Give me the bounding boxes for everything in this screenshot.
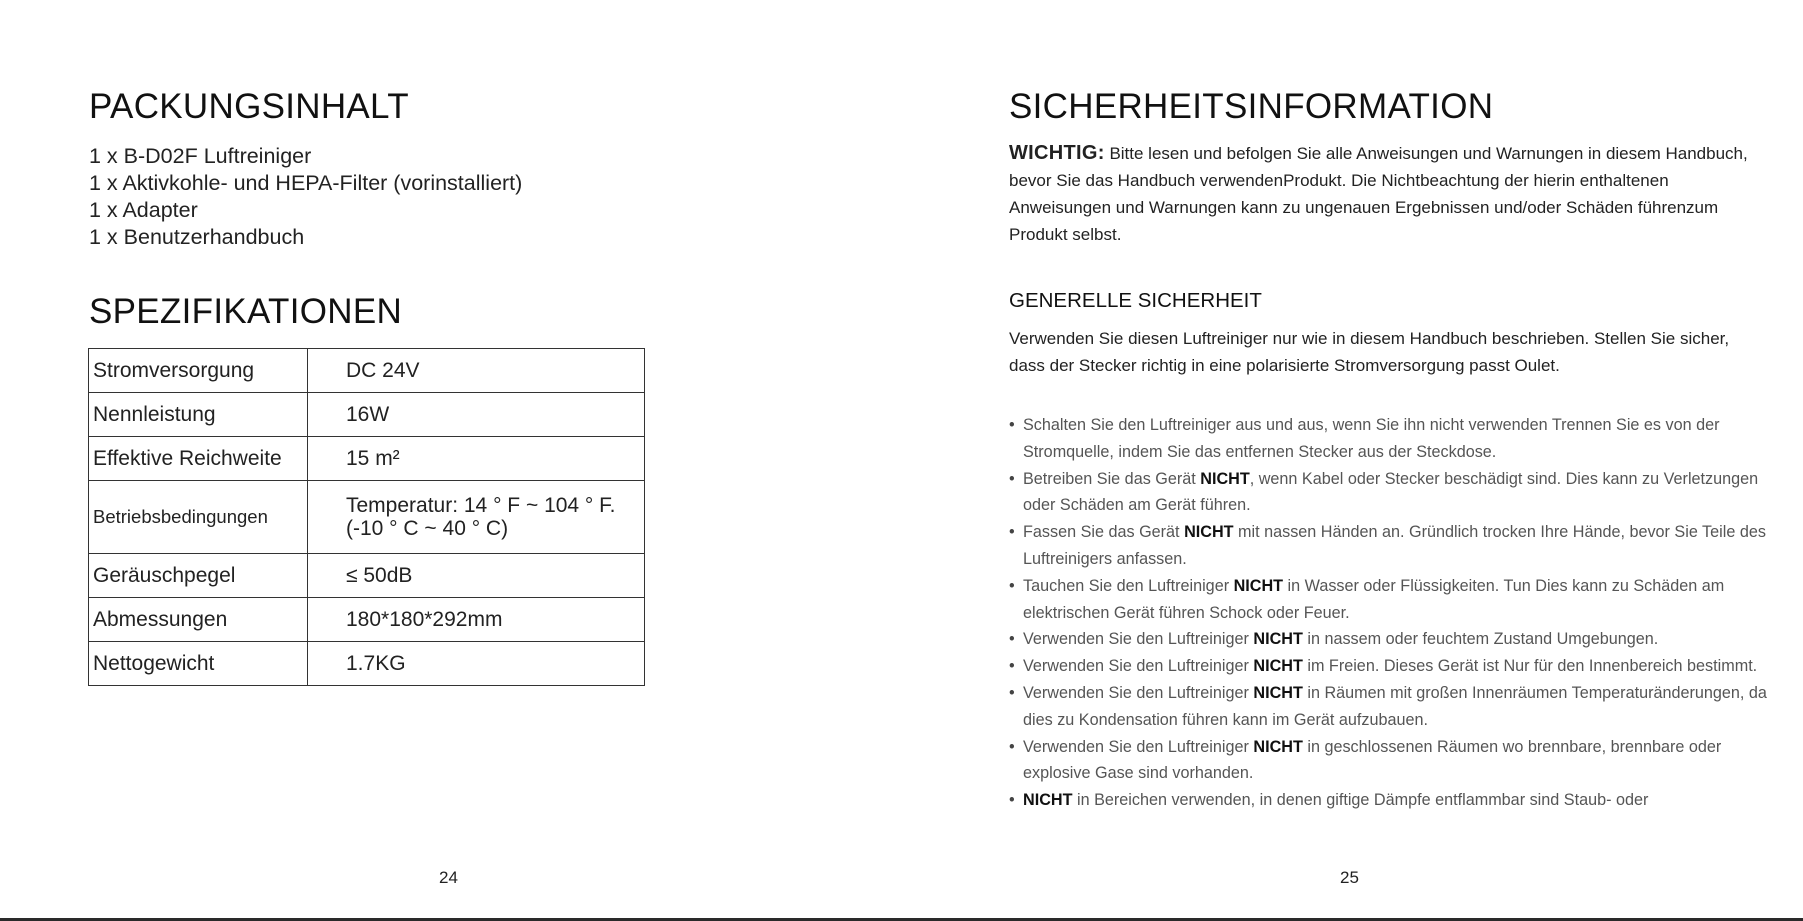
important-text: Bitte lesen und befolgen Sie alle Anweisungen und Warnungen in diesem Handbuch, bevor Sie das Handbuch verwendenProdukt. Die Nichtbeachtung der hierin enthaltenen Anweisungen und Warnungen kann zu ungenauen Ergebnissen und/oder Schäden führenzum Produkt selbst. [1009, 144, 1748, 244]
list-item: • Verwenden Sie den Luftreiniger NICHT in geschlossenen Räumen wo brennbare, brennbare oder explosive Gase sind vorhanden. [1009, 734, 1769, 788]
page-number: 25 [1340, 868, 1359, 887]
safety-instructions-list [1009, 412, 1769, 814]
general-safety-intro: Verwenden Sie diesen Luftreiniger nur wie in diesem Handbuch beschrieben. Stellen Sie sicher, dass der Stecker richtig in eine polarisierte Stromversorgung passt Oulet. [1009, 329, 1730, 375]
list-item: • Tauchen Sie den Luftreiniger NICHT in Wasser oder Flüssigkeiten. Tun Dies kann zu Schäden am elektrischen Gerät führen Schock oder Feuer. [1009, 573, 1769, 627]
list-item: • NICHT in Bereichen verwenden, in denen giftige Dämpfe entflammbar sind Staub- oder [1009, 787, 1769, 814]
right-page [900, 0, 1803, 921]
spec-value: 180*180*292mm [308, 598, 645, 642]
bullet-marker: • [1009, 657, 1015, 676]
spec-value: 1.7KG [308, 642, 645, 686]
bullet-marker: • [1009, 469, 1015, 488]
table-row [89, 393, 645, 437]
package-contents-list [89, 143, 522, 251]
spec-value: 15 m² [308, 437, 645, 481]
list-item: • Verwenden Sie den Luftreiniger NICHT in Räumen mit großen Innenräumen Temperaturänderungen, da dies zu Kondensation führen kann im Gerät aufzubauen. [1009, 680, 1769, 734]
list-item: • Betreiben Sie das Gerät NICHT, wenn Kabel oder Stecker beschädigt sind. Dies kann zu Verletzungen oder Schäden am Gerät führen. [1009, 466, 1769, 520]
list-item: 1 x Aktivkohle- und HEPA-Filter (vorinstalliert) [89, 171, 523, 195]
spec-label: Effektive Reichweite [89, 437, 308, 481]
spec-label: Nennleistung [89, 393, 308, 437]
bullet-marker: • [1009, 523, 1015, 542]
spec-label: Betriebsbedingungen [89, 481, 308, 554]
important-notice [1009, 140, 1769, 248]
list-item: • Verwenden Sie den Luftreiniger NICHT im Freien. Dieses Gerät ist Nur für den Innenbereich bestimmt. [1009, 653, 1769, 680]
spec-value: 16W [308, 393, 645, 437]
table-row [89, 642, 645, 686]
safety-information-title: SICHERHEITSINFORMATION [1009, 87, 1494, 126]
spec-label: Stromversorgung [89, 349, 308, 393]
specifications-table [88, 348, 645, 686]
bullet-marker: • [1009, 737, 1015, 756]
table-row [89, 437, 645, 481]
important-label: WICHTIG: [1009, 142, 1105, 164]
table-row [89, 554, 645, 598]
bullet-marker: • [1009, 683, 1015, 702]
spec-label: Geräuschpegel [89, 554, 308, 598]
table-row [89, 598, 645, 642]
spec-value-line: (-10 ° C ~ 40 ° C) [346, 517, 509, 540]
general-safety-title: GENERELLE SICHERHEIT [1009, 289, 1262, 312]
table-row [89, 349, 645, 393]
list-item: 1 x B-D02F Luftreiniger [89, 144, 312, 168]
list-item: • Verwenden Sie den Luftreiniger NICHT in nassem oder feuchtem Zustand Umgebungen. [1009, 626, 1769, 653]
specifications-title: SPEZIFIKATIONEN [89, 292, 403, 331]
spec-label: Abmessungen [89, 598, 308, 642]
page-number: 24 [439, 868, 458, 887]
spec-label: Nettogewicht [89, 642, 308, 686]
bullet-marker: • [1009, 576, 1015, 595]
package-contents-title: PACKUNGSINHALT [89, 87, 409, 126]
bullet-marker: • [1009, 416, 1015, 434]
list-item: 1 x Adapter [89, 198, 198, 222]
spec-value-line: Temperatur: 14 ° F ~ 104 ° F. [346, 494, 616, 517]
list-item: • Schalten Sie den Luftreiniger aus und aus, wenn Sie ihn nicht verwenden Trennen Sie es von der Stromquelle, indem Sie das entfernen Stecker aus der Steckdose. [1009, 412, 1769, 466]
bullet-marker: • [1009, 630, 1015, 649]
spec-value: DC 24V [308, 349, 645, 393]
spec-value [308, 481, 645, 554]
left-page [0, 0, 900, 921]
bullet-marker: • [1009, 791, 1015, 810]
spec-value: ≤ 50dB [308, 554, 645, 598]
list-item: • Fassen Sie das Gerät NICHT mit nassen Händen an. Gründlich trocken Ihre Hände, bevor Sie Teile des Luftreinigers anfassen. [1009, 519, 1769, 573]
list-item: 1 x Benutzerhandbuch [89, 225, 305, 249]
table-row [89, 481, 645, 554]
